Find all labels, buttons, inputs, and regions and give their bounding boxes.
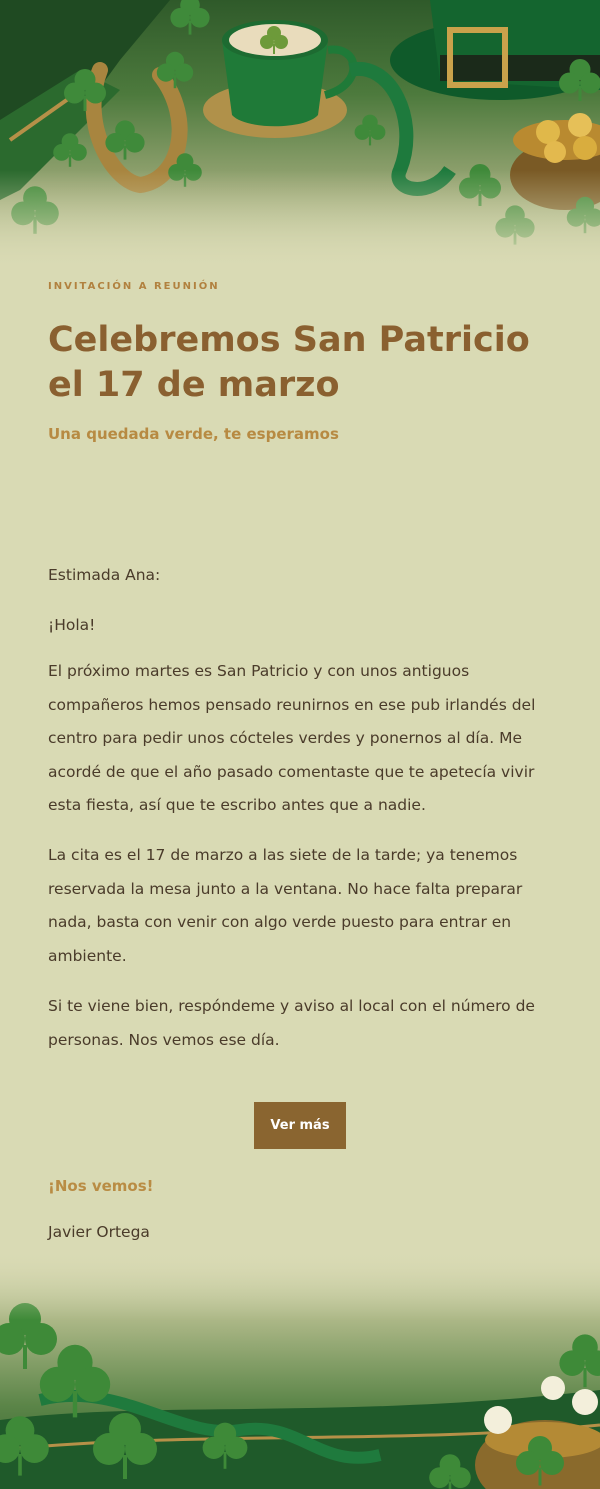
shamrock-icon [170,0,209,35]
header-illustration [0,0,600,270]
hello-line: ¡Hola! [48,616,96,634]
footer-illustration [0,1250,600,1489]
paragraph-1: El próximo martes es San Patricio y con unos antiguos compañeros hemos pensado reunirnos en ese pub irlandés del centro para pedir unos cócteles verdes y ponernos al día. Me acordé de que el año pasado comentaste que te apetecía vivir esta fiesta, así que te escribo antes que a nadie. [48,662,536,814]
eyebrow-label: INVITACIÓN A REUNIÓN [48,281,220,292]
greeting: Estimada Ana: [48,566,161,584]
signature: Javier Ortega [48,1223,150,1241]
closing-line: ¡Nos vemos! [48,1177,154,1195]
coffee-cup-icon [203,20,354,138]
footer-art [0,1250,600,1489]
paragraph-2: La cita es el 17 de marzo a las siete de la tarde; ya tenemos reservada la mesa junto a la ventana. No hace falta preparar nada, basta con venir con algo verde puesto para entrar en ambiente. [48,846,523,965]
email-title: Celebremos San Patricio el 17 de marzo [48,320,530,405]
paragraph-3: Si te viene bien, respóndeme y aviso al local con el número de personas. Nos vemos ese día. [48,997,535,1049]
see-more-button[interactable]: Ver más [254,1102,346,1149]
email-subtitle: Una quedada verde, te esperamos [48,425,339,443]
header-art [0,0,600,270]
